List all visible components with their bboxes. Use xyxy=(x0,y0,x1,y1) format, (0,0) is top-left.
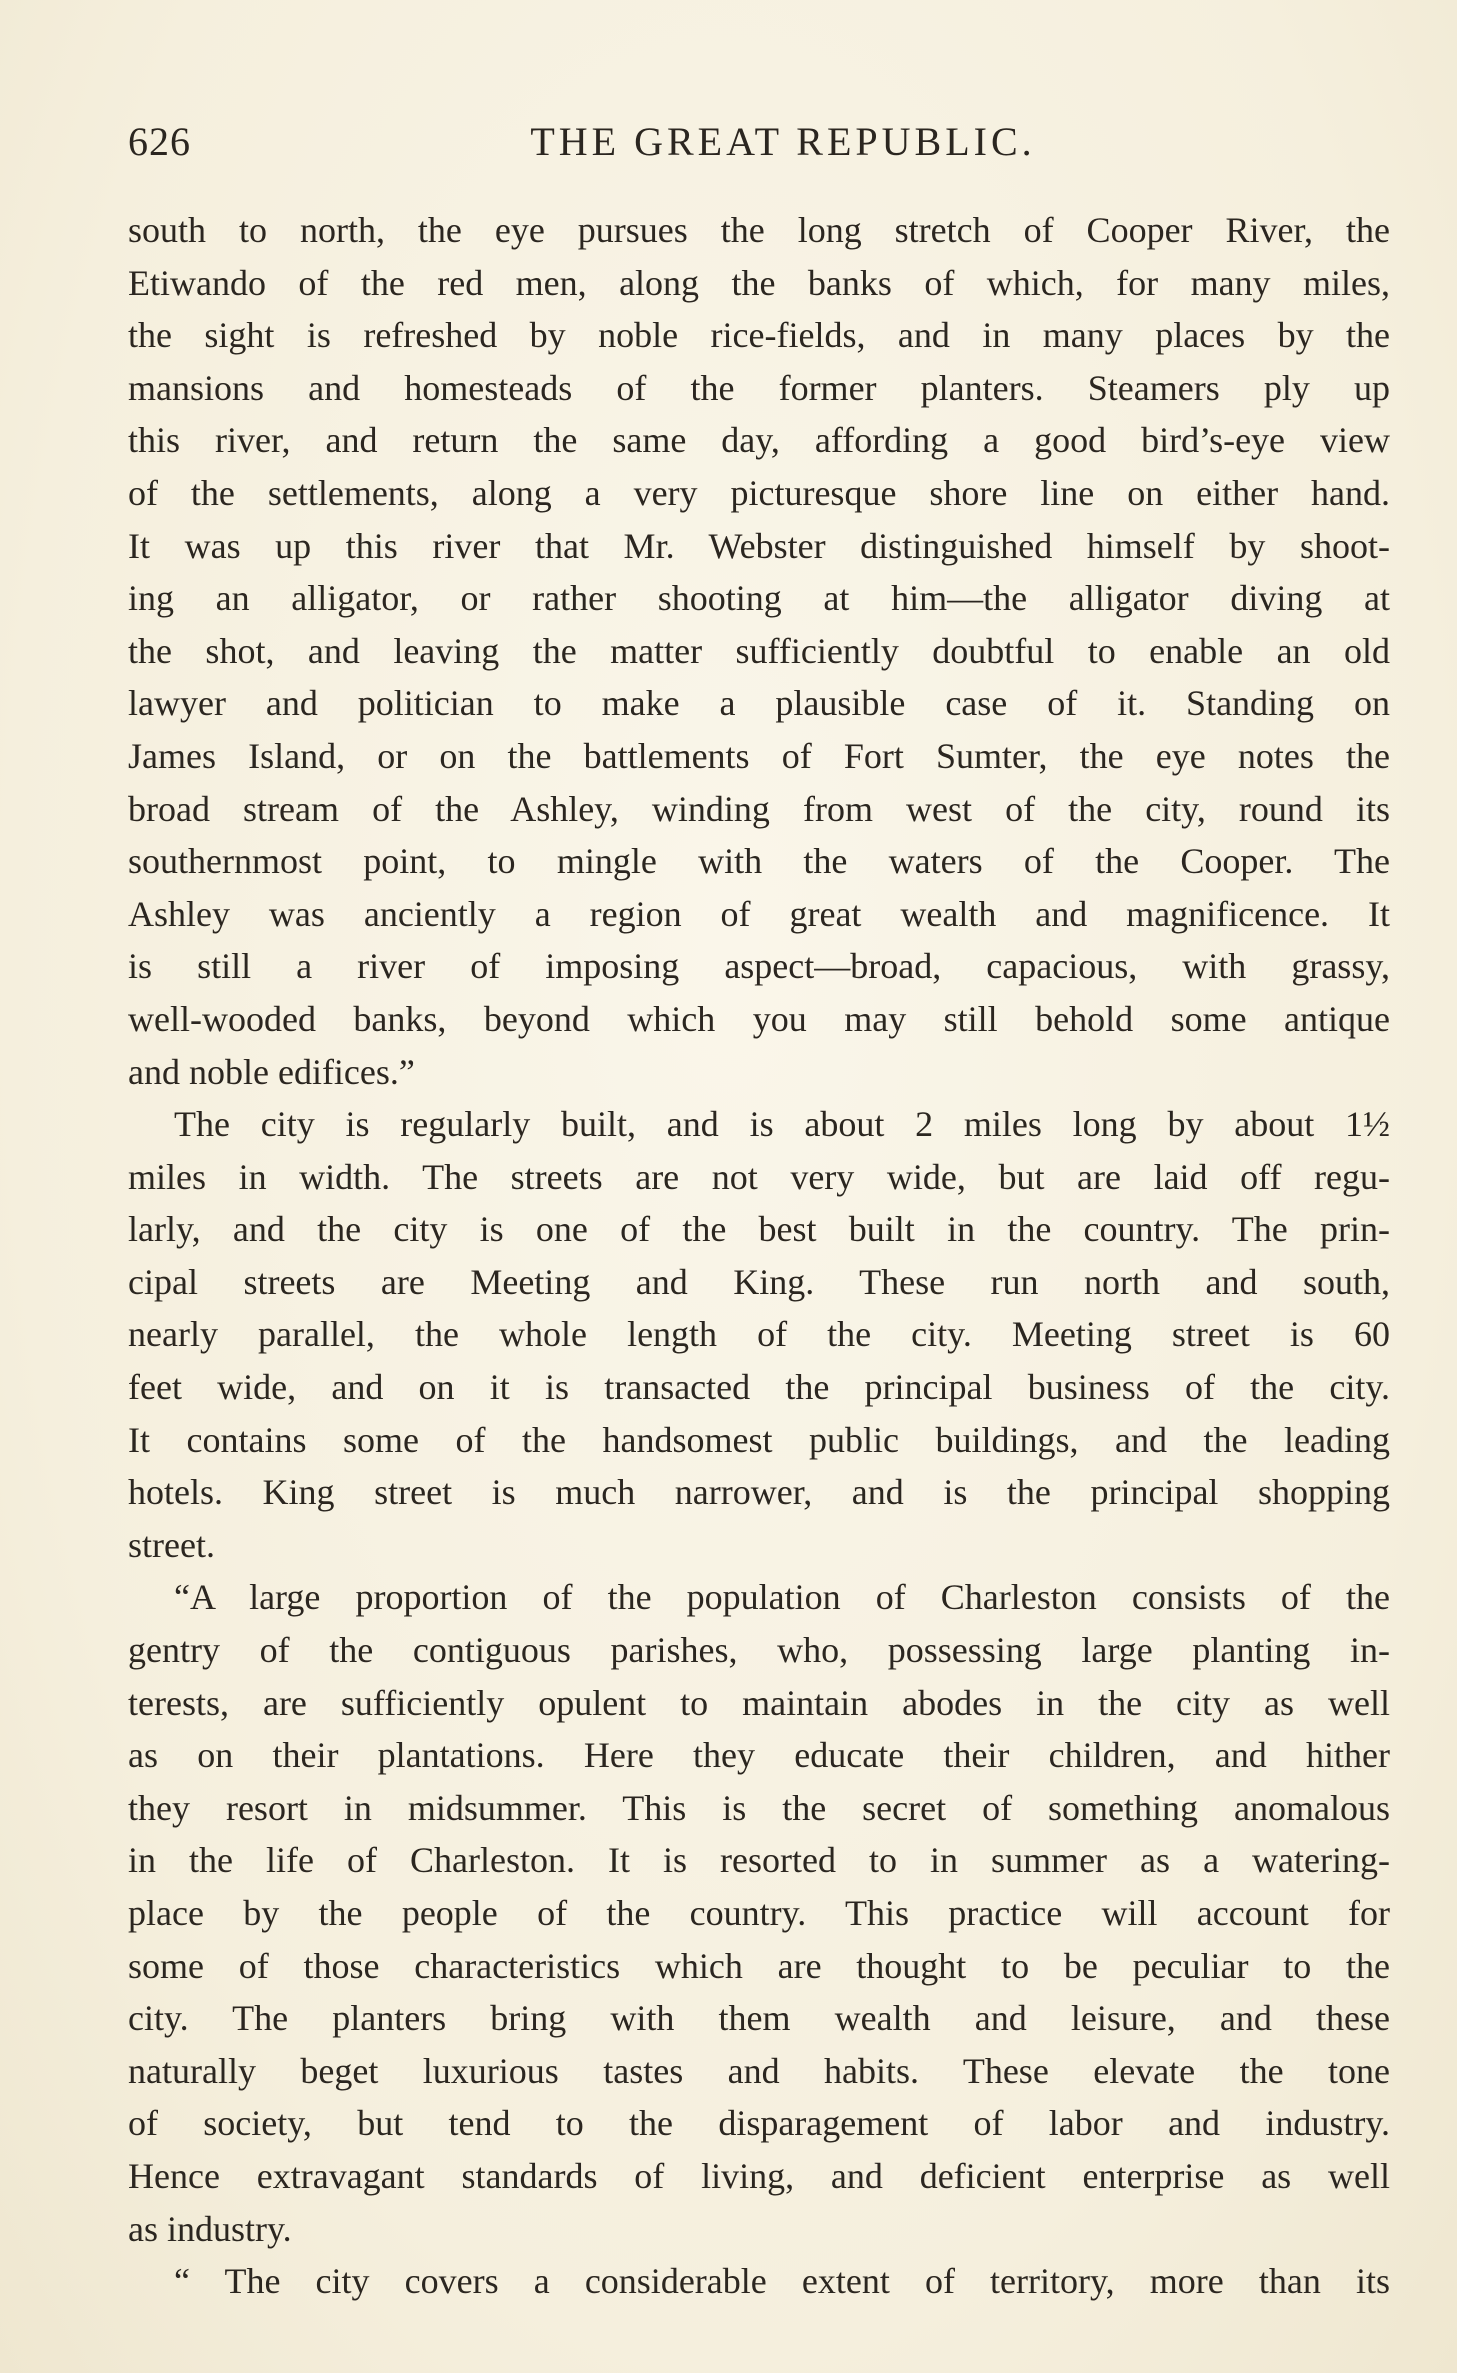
text-line: terests, are sufficiently opulent to maintain abodes in the city as well xyxy=(128,1682,1390,1723)
text-line: place by the people of the country. This practice will account for xyxy=(128,1893,1390,1933)
text-line: some of those characteristics which are thought to be peculiar to the xyxy=(128,1945,1390,1986)
text-line: nearly parallel, the whole length of the city. Meeting street is 60 xyxy=(128,1314,1390,1355)
text-line: southernmost point, to mingle with the waters of the Cooper. The xyxy=(128,841,1390,882)
text-line: street. xyxy=(128,1524,215,1565)
page-header xyxy=(128,118,1398,178)
text-line: naturally beget luxurious tastes and habits. These elevate the tone xyxy=(128,2050,1390,2091)
text-line: James Island, or on the battlements of Fort Sumter, the eye notes the xyxy=(128,735,1390,776)
text-line: “A large proportion of the population of Charleston consists of the xyxy=(174,1577,1390,1618)
text-line: in the life of Charleston. It is resorted to in summer as a watering- xyxy=(128,1840,1390,1881)
text-line: city. The planters bring with them wealth and leisure, and these xyxy=(128,1998,1390,2039)
text-line: they resort in midsummer. This is the secret of something anomalous xyxy=(128,1787,1390,1828)
text-line: hotels. King street is much narrower, and is the principal shopping xyxy=(128,1472,1390,1513)
body-text xyxy=(128,204,1390,2308)
text-line: well-wooded banks, beyond which you may still behold some antique xyxy=(128,998,1390,1039)
text-line: ing an alligator, or rather shooting at him—the alligator diving at xyxy=(128,578,1390,619)
text-line: Etiwando of the red men, along the banks of which, for many miles, xyxy=(128,262,1390,303)
text-line: feet wide, and on it is transacted the principal business of the city. xyxy=(128,1367,1390,1408)
running-title: THE GREAT REPUBLIC. xyxy=(530,119,1036,164)
text-line: broad stream of the Ashley, winding from west of the city, round its xyxy=(128,788,1390,829)
text-line: as industry. xyxy=(128,2208,292,2249)
text-line: and noble edifices.” xyxy=(128,1051,415,1092)
text-line: this river, and return the same day, affording a good bird’s-eye view xyxy=(128,420,1390,461)
text-line: larly, and the city is one of the best built in the country. The prin- xyxy=(128,1209,1390,1250)
text-line: miles in width. The streets are not very wide, but are laid off regu- xyxy=(128,1156,1390,1197)
text-line: lawyer and politician to make a plausible case of it. Standing on xyxy=(128,683,1390,724)
text-line: Ashley was anciently a region of great wealth and magnificence. It xyxy=(128,893,1390,934)
text-line: the shot, and leaving the matter sufficiently doubtful to enable an old xyxy=(128,630,1390,671)
text-line: Hence extravagant standards of living, and deficient enterprise as well xyxy=(128,2155,1390,2196)
text-line: is still a river of imposing aspect—broad, capacious, with grassy, xyxy=(128,946,1390,987)
text-line: The city is regularly built, and is about 2 miles long by about 1½ xyxy=(174,1104,1390,1145)
text-line: of society, but tend to the disparagement of labor and industry. xyxy=(128,2103,1390,2144)
text-line: It was up this river that Mr. Webster distinguished himself by shoot- xyxy=(128,525,1390,566)
text-line: It contains some of the handsomest public buildings, and the leading xyxy=(128,1419,1390,1460)
text-line: mansions and homesteads of the former planters. Steamers ply up xyxy=(128,367,1390,408)
text-line: the sight is refreshed by noble rice-fields, and in many places by the xyxy=(128,315,1390,356)
text-line: “ The city covers a considerable extent of territory, more than its xyxy=(174,2261,1390,2302)
text-line: gentry of the contiguous parishes, who, possessing large planting in- xyxy=(128,1630,1390,1671)
text-line: of the settlements, along a very picturesque shore line on either hand. xyxy=(128,472,1390,513)
text-line: cipal streets are Meeting and King. These run north and south, xyxy=(128,1261,1390,1302)
text-line: as on their plantations. Here they educate their children, and hither xyxy=(128,1735,1390,1776)
page-number: 626 xyxy=(128,119,191,164)
text-line: south to north, the eye pursues the long stretch of Cooper River, the xyxy=(128,210,1390,250)
